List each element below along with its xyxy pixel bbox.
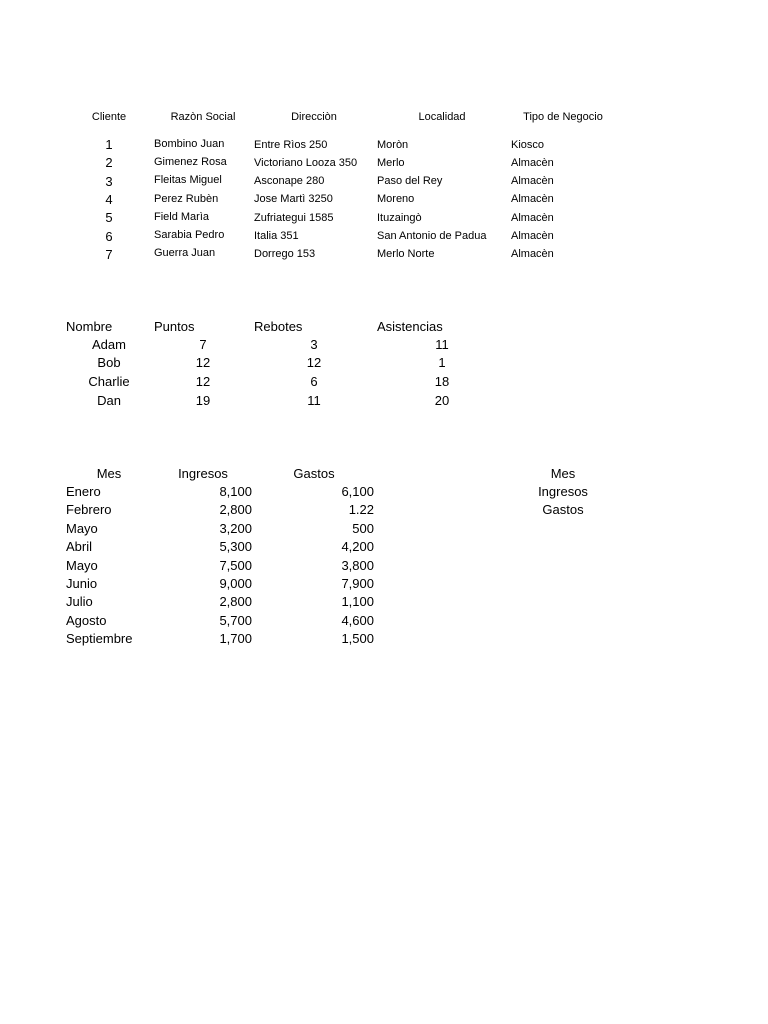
header-mes: Mes bbox=[96, 466, 122, 481]
table-cell: Victoriano Looza 350 bbox=[254, 157, 358, 169]
table-cell: 3,800 bbox=[341, 558, 374, 573]
header-localidad: Localidad bbox=[418, 111, 466, 123]
table-cell: Julio bbox=[66, 594, 93, 609]
table-cell: 1 bbox=[438, 355, 446, 370]
table-cell: Almacèn bbox=[511, 157, 554, 169]
table-cell: Septiembre bbox=[66, 631, 133, 646]
table-cell: 12 bbox=[195, 355, 211, 370]
table-cell: Febrero bbox=[66, 502, 112, 517]
table-cell: Bombino Juan bbox=[154, 138, 225, 150]
table-cell: 7,900 bbox=[341, 576, 374, 591]
header-cliente: Cliente bbox=[91, 111, 127, 123]
table-cell: 1,500 bbox=[341, 631, 374, 646]
table-cell: Adam bbox=[92, 337, 126, 352]
table-cell: Paso del Rey bbox=[377, 175, 443, 187]
table-cell: Abril bbox=[66, 539, 93, 554]
table-cell: 4,200 bbox=[341, 539, 374, 554]
table-cell: Ituzaingò bbox=[377, 212, 422, 224]
table-cell: 11 bbox=[435, 337, 449, 352]
table-cell: 6 bbox=[105, 229, 113, 244]
table-cell: Zufriategui 1585 bbox=[254, 212, 334, 224]
table-cell: 3 bbox=[105, 174, 113, 189]
table-cell: Gimenez Rosa bbox=[154, 156, 227, 168]
table-cell: 19 bbox=[195, 393, 211, 408]
table-cell: 9,000 bbox=[219, 576, 252, 591]
table-cell: Jose Martì 3250 bbox=[254, 193, 333, 205]
header-asistencias: Asistencias bbox=[377, 319, 443, 334]
table-cell: Perez Rubèn bbox=[154, 193, 219, 205]
table-cell: 5,700 bbox=[219, 613, 252, 628]
table-cell: Almacèn bbox=[511, 230, 554, 242]
legend-ingresos: Ingresos bbox=[538, 484, 588, 499]
table-cell: Entre Rìos 250 bbox=[254, 139, 328, 151]
table-cell: Mayo bbox=[66, 521, 98, 536]
table-cell: Dorrego 153 bbox=[254, 248, 316, 260]
table-cell: Mayo bbox=[66, 558, 98, 573]
table-cell: Dan bbox=[97, 393, 121, 408]
table-cell: Kiosco bbox=[511, 139, 545, 151]
header-puntos: Puntos bbox=[154, 319, 195, 334]
table-cell: 12 bbox=[306, 355, 322, 370]
table-cell: Sarabia Pedro bbox=[154, 229, 225, 241]
legend-gastos: Gastos bbox=[542, 502, 584, 517]
header-nombre: Nombre bbox=[66, 319, 113, 334]
table-cell: 20 bbox=[434, 393, 450, 408]
header-ingresos: Ingresos bbox=[178, 466, 228, 481]
table-cell: 2 bbox=[105, 155, 113, 170]
table-cell: Bob bbox=[97, 355, 121, 370]
legend-mes: Mes bbox=[550, 466, 576, 481]
table-cell: 3,200 bbox=[219, 521, 252, 536]
table-cell: 1 bbox=[105, 137, 113, 152]
table-cell: Junio bbox=[66, 576, 98, 591]
table-cell: San Antonio de Padua bbox=[377, 230, 487, 242]
header-gastos: Gastos bbox=[293, 466, 335, 481]
header-tipo-negocio: Tipo de Negocio bbox=[523, 111, 603, 123]
table-cell: 6,100 bbox=[341, 484, 374, 499]
table-cell: Moreno bbox=[377, 193, 415, 205]
table-cell: Almacèn bbox=[511, 175, 554, 187]
table-cell: 11 bbox=[307, 393, 321, 408]
header-rebotes: Rebotes bbox=[254, 319, 303, 334]
table-cell: 4 bbox=[105, 192, 113, 207]
table-cell: 1,100 bbox=[341, 594, 374, 609]
table-cell: Agosto bbox=[66, 613, 107, 628]
table-cell: Italia 351 bbox=[254, 230, 299, 242]
table-cell: Almacèn bbox=[511, 248, 554, 260]
table-cell: Merlo Norte bbox=[377, 248, 435, 260]
header-direccion: Direcciòn bbox=[291, 111, 337, 123]
table-cell: 500 bbox=[352, 521, 374, 536]
table-cell: 4,600 bbox=[341, 613, 374, 628]
table-cell: Merlo bbox=[377, 157, 405, 169]
table-cell: 7 bbox=[105, 247, 113, 262]
table-cell: 3 bbox=[310, 337, 318, 352]
table-cell: 7 bbox=[199, 337, 207, 352]
header-razon-social: Razòn Social bbox=[170, 111, 236, 123]
table-cell: Almacèn bbox=[511, 193, 554, 205]
table-cell: 5,300 bbox=[219, 539, 252, 554]
table-cell: 18 bbox=[434, 374, 450, 389]
table-cell: Fleitas Miguel bbox=[154, 174, 222, 186]
table-cell: Asconape 280 bbox=[254, 175, 325, 187]
table-cell: 5 bbox=[105, 210, 113, 225]
table-cell: 6 bbox=[310, 374, 318, 389]
table-cell: Field Marìa bbox=[154, 211, 210, 223]
table-cell: Almacèn bbox=[511, 212, 554, 224]
table-cell: Enero bbox=[66, 484, 101, 499]
table-cell: Charlie bbox=[88, 374, 130, 389]
table-cell: Moròn bbox=[377, 139, 409, 151]
table-cell: 1,700 bbox=[219, 631, 252, 646]
table-cell: 1.22 bbox=[348, 502, 374, 517]
table-cell: 2,800 bbox=[219, 594, 252, 609]
table-cell: 2,800 bbox=[219, 502, 252, 517]
table-cell: 12 bbox=[195, 374, 211, 389]
table-cell: Guerra Juan bbox=[154, 247, 216, 259]
table-cell: 8,100 bbox=[219, 484, 252, 499]
table-cell: 7,500 bbox=[219, 558, 252, 573]
